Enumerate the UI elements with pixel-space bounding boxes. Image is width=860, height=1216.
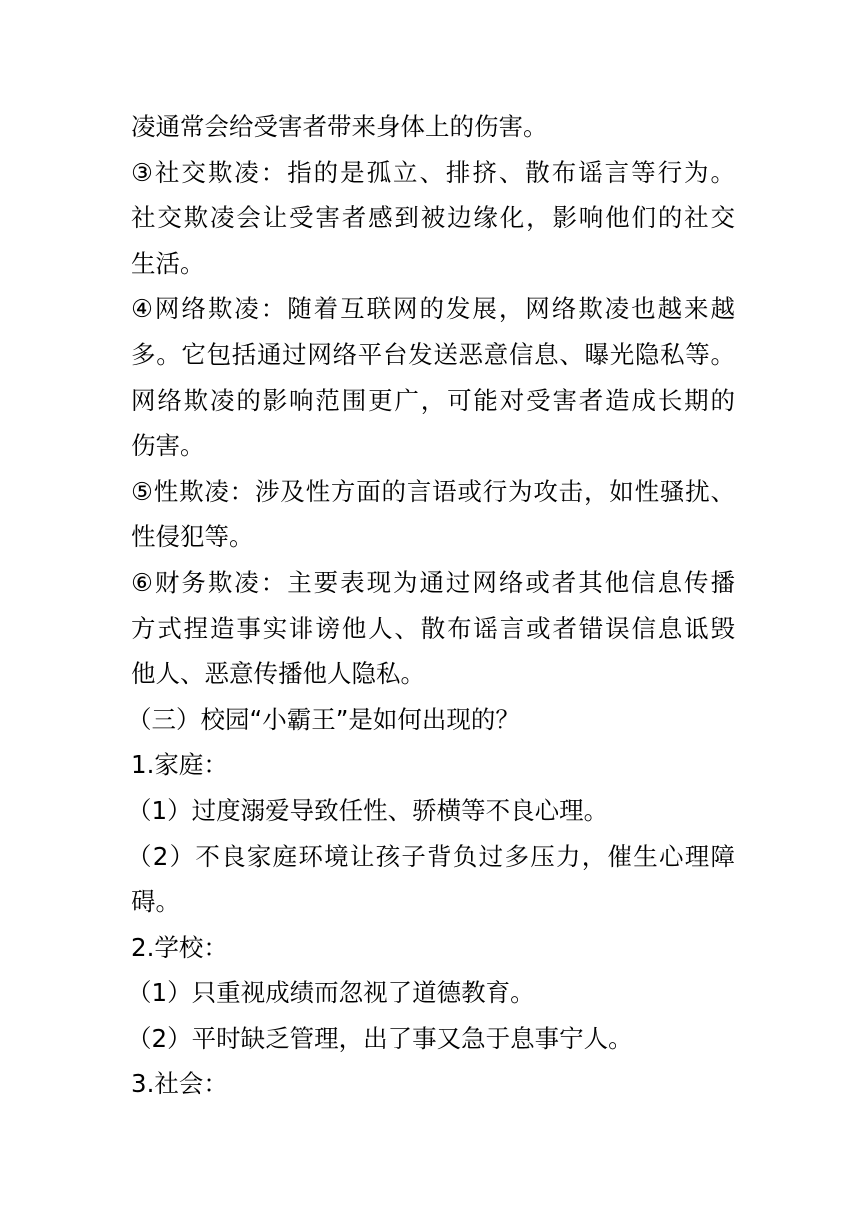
text-line: 方式捏造事实诽谤他人、散布谣言或者错误信息诋毁 [131,613,735,643]
text-line: 碍。 [131,887,180,917]
text-line: ⑥财务欺凌：主要表现为通过网络或者其他信息传播 [131,567,735,597]
text-line: 生活。 [131,248,205,278]
subsection-heading: 3.社会： [131,1069,228,1099]
list-item: （2）不良家庭环境让孩子背负过多压力，催生心理障 [127,841,735,871]
text-line: 他人、恶意传播他人隐私。 [131,659,425,689]
text-line: 多。它包括通过网络平台发送恶意信息、曝光隐私等。 [131,339,735,369]
subsection-heading: 1.家庭： [131,750,228,780]
list-item: （1）过度溺爱导致任性、骄横等不良心理。 [127,795,609,825]
subsection-heading: 2.学校： [131,932,228,962]
text-line: 网络欺凌的影响范围更广，可能对受害者造成长期的 [131,385,735,415]
section-heading: （三）校园“小霸王”是如何出现的？ [127,704,520,734]
text-line: 性侵犯等。 [131,522,254,552]
text-line: ④网络欺凌：随着互联网的发展，网络欺凌也越来越 [131,294,735,324]
list-item: （2）平时缺乏管理，出了事又急于息事宁人。 [127,1023,633,1053]
text-line: 伤害。 [131,431,205,461]
document-page [127,104,735,1107]
list-item: （1）只重视成绩而忽视了道德教育。 [127,978,535,1008]
text-line: 凌通常会给受害者带来身体上的伤害。 [131,112,548,141]
text-line: ⑤性欺凌：涉及性方面的言语或行为攻击，如性骚扰、 [131,476,735,506]
text-line: 社交欺凌会让受害者感到被边缘化，影响他们的社交 [131,203,735,233]
text-line: ③社交欺凌：指的是孤立、排挤、散布谣言等行为。 [131,157,735,187]
